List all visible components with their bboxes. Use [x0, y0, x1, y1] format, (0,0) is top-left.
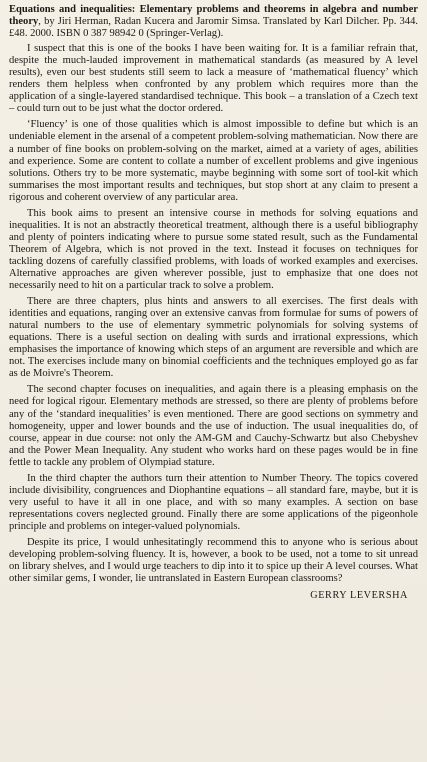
- reviewer-name: GERRY LEVERSHA: [310, 590, 408, 602]
- bibliographic-details: , by Jiri Herman, Radan Kucera and Jaromir Simsa. Translated by Karl Dilcher. Pp. 344. £48. 2000. ISBN 0 387 98942 0 (Springer-Verlag).: [9, 16, 418, 40]
- book-title: Equations and inequalities: Elementary problems and theorems in algebra and number theory: [9, 4, 418, 28]
- review-paragraph-5: The second chapter focuses on inequalities, and again there is a pleasing emphasis on the need for logical rigour. Elementary methods are stressed, so there are plenty of problems before any of the ‘standard inequalities’ is even mentioned. There are good sections on symmetry and homogeneity, upper and lower bounds and the use of induction. The usual inequalities do, of course, appear in due course: not only the AM-GM and Cauchy-Schwartz but also Chebyshev and the Power Mean Inequality. Any student who works hard on these pages would be in fine fettle to tackle any problem of Olympiad stature.: [9, 384, 418, 468]
- review-heading: [9, 4, 418, 40]
- review-paragraph-6: In the third chapter the authors turn their attention to Number Theory. The topics covered include divisibility, congruences and Diophantine equations – all standard fare, maybe, but it is very useful to have it all in one place, and with so many examples. A section on base representations covers neglected ground. Finally there are some applications of the pigeonhole principle and problems on integer-valued polynomials.: [9, 472, 418, 532]
- review-paragraph-2: ‘Fluency’ is one of those qualities which is almost impossible to define but which is an undeniable element in the arsenal of a competent problem-solving mathematician. Now there are a number of fine books on problem-solving on the market, aimed at a variety of ages, abilities and experience. Some are content to collate a number of excellent problems and give ingenious solutions. Others try to be more systematic, maybe beginning with some sort of tool-kit which summarises the most important results and techniques, but stop short at any claim to present a rigorous and coherent overview of any particular area.: [9, 119, 418, 203]
- review-paragraph-4: There are three chapters, plus hints and answers to all exercises. The first deals with identities and equations, ranging over an extensive canvas from formulae for sums of powers of natural numbers to the use of elementary symmetric polynomials for solving systems of equations. There is a useful section on dealing with surds and irrational expressions, which emphasises the importance of knowing which steps of an argument are reversible and which are not. The exercises include many on binomial coefficients and the techniques employed go as far as de Moivre's Theorem.: [9, 296, 418, 380]
- review-paragraph-7: Despite its price, I would unhesitatingly recommend this to anyone who is serious about developing problem-solving fluency. It is, however, a book to be used, not a tome to sit unread on library shelves, and I would urge teachers to dip into it to spice up their A level courses. What other similar gems, I wonder, lie untranslated in Eastern European classrooms?: [9, 536, 418, 585]
- review-paragraph-3: This book aims to present an intensive course in methods for solving equations and inequalities. It is not an abstractly theoretical treatment, although there is a useful bibliography and plenty of pointers indicating where to pursue some stated result, such as the Fundamental Theorem of Algebra, which is not proved in the text. Instead it focuses on techniques for tackling dozens of carefully classified problems, with loads of worked examples and exercises. Alternative approaches are given wherever possible, just to emphasize that one does not necessarily need to hit on a particular track to solve a problem.: [9, 207, 418, 292]
- review-paragraph-1: I suspect that this is one of the books I have been waiting for. It is a familiar refrain that, despite the much-lauded improvement in mathematical standards (as measured by A level results), even our best students still seem to lack a measure of ‘mathematical fluency’ which renders them helpless when confronted by any problem which requires more than the application of a single-layered standardised technique. This book – a translation of a Czech text – could turn out to be just what the doctor ordered.: [9, 43, 418, 115]
